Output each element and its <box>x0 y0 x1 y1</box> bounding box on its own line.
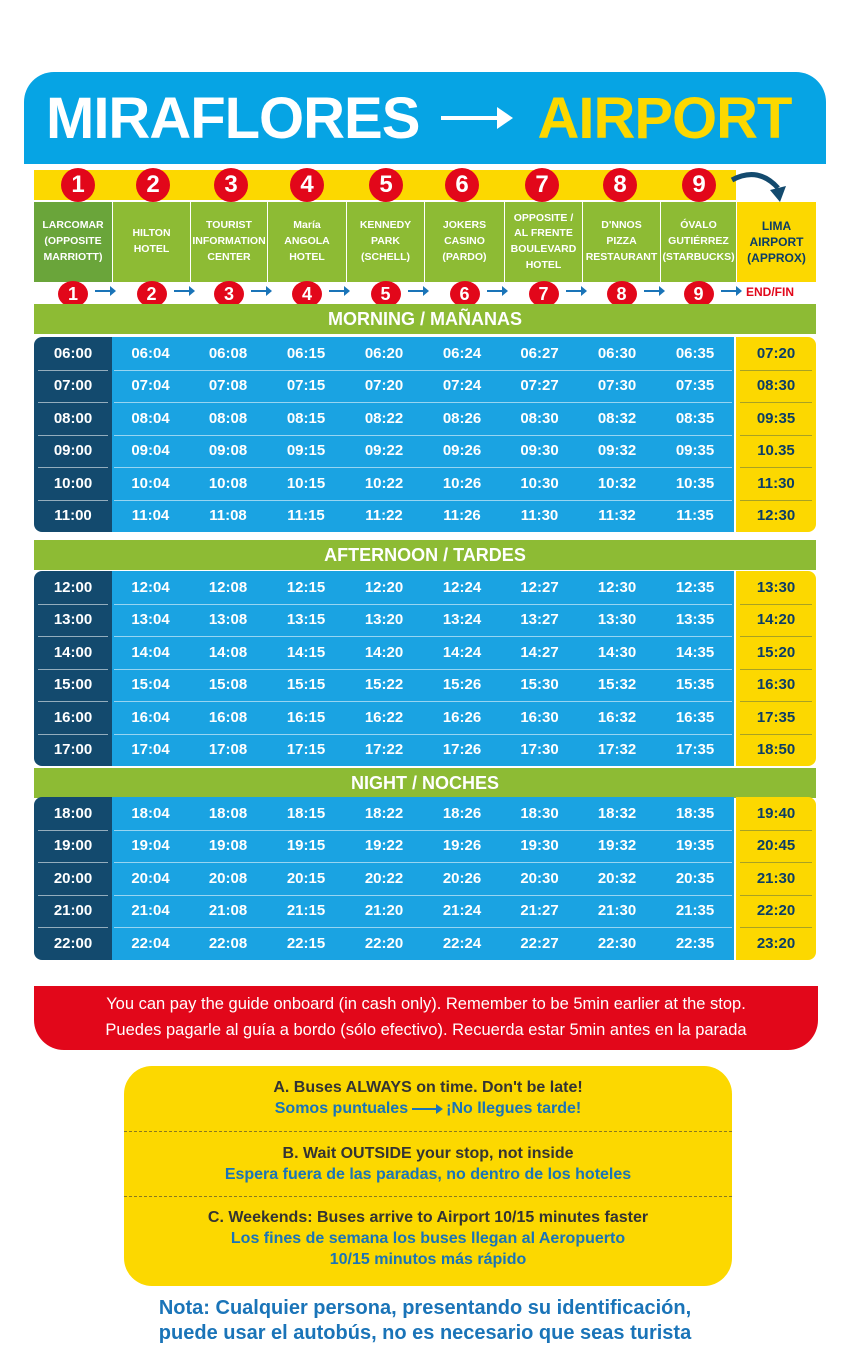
stop-time: 06:08 <box>208 344 248 362</box>
stop-time: 07:15 <box>286 377 326 395</box>
stop-time: 17:35 <box>675 741 715 759</box>
stop-time: 06:15 <box>286 344 326 362</box>
end-label: END/FIN <box>746 285 794 299</box>
stop-time: 15:15 <box>286 676 326 694</box>
stop-time: 16:35 <box>675 708 715 726</box>
stop-6-number: 6 <box>445 168 479 202</box>
rule-a-es-right: ¡No llegues tarde! <box>446 1099 582 1117</box>
stop-time: 09:08 <box>208 442 248 460</box>
stop-time: 10:30 <box>520 474 559 492</box>
stop-time: 13:30 <box>597 611 637 629</box>
airport-arrival-time: 16:30 <box>756 676 796 694</box>
airport-arrival-time: 10.35 <box>757 442 795 460</box>
right-arrow-icon <box>408 290 426 292</box>
departure-time: 14:00 <box>53 643 93 661</box>
stop-time: 08:15 <box>286 409 326 427</box>
stop-time: 15:32 <box>597 676 637 694</box>
stop-3-name: TOURIST INFORMATION CENTER <box>191 202 267 282</box>
footnote-line2: puede usar el autobús, no es necesario que seas turista <box>158 1322 692 1344</box>
stop-time: 22:04 <box>131 934 170 952</box>
destination-column: LIMA AIRPORT (APPROX) <box>737 202 816 282</box>
stop-time: 14:08 <box>208 643 248 661</box>
stop-time: 15:35 <box>675 676 715 694</box>
airport-arrival-time: 14:20 <box>756 611 796 629</box>
table-row <box>34 927 816 960</box>
departure-time: 18:00 <box>53 804 93 822</box>
stop-time: 06:27 <box>520 344 559 362</box>
stop-time: 17:08 <box>208 741 248 759</box>
departure-time: 13:00 <box>53 611 93 629</box>
stop-time: 10:32 <box>597 474 637 492</box>
stop-time: 18:04 <box>131 804 170 822</box>
timetable-block <box>34 337 816 532</box>
stop-time: 19:08 <box>208 837 248 855</box>
stop-time: 18:32 <box>597 804 637 822</box>
stop-time: 10:04 <box>131 474 170 492</box>
stop-1-sequence-number: 1 <box>58 281 88 307</box>
airport-arrival-time: 21:30 <box>756 869 796 887</box>
departure-time: 20:00 <box>53 869 93 887</box>
stop-5-number: 5 <box>369 168 403 202</box>
rule-c-es-line1: Los fines de semana los buses llegan al Aeropuerto <box>230 1229 626 1247</box>
stop-time: 13:24 <box>442 611 482 629</box>
table-row <box>34 500 816 533</box>
rule-b <box>124 1144 732 1186</box>
right-arrow-icon <box>441 116 507 120</box>
stop-time: 15:08 <box>208 676 248 694</box>
stop-time: 11:08 <box>209 507 247 525</box>
table-row <box>34 337 816 370</box>
stop-time: 11:26 <box>443 507 481 525</box>
stop-time: 13:20 <box>364 611 404 629</box>
airport-arrival-time: 09:35 <box>756 409 796 427</box>
stop-time: 07:08 <box>208 377 248 395</box>
stop-time: 11:30 <box>520 507 559 525</box>
rule-a-es-left: Somos puntuales <box>274 1099 409 1117</box>
stop-time: 21:08 <box>208 902 248 920</box>
airport-arrival-time: 18:50 <box>756 741 796 759</box>
right-arrow-icon <box>566 290 584 292</box>
stop-time: 07:24 <box>442 377 482 395</box>
stop-5-sequence-number: 5 <box>371 281 401 307</box>
footnote-line1: Nota: Cualquier persona, presentando su identificación, <box>158 1297 692 1319</box>
footnote <box>0 1296 850 1346</box>
stop-time: 16:15 <box>286 708 326 726</box>
stop-time: 13:27 <box>520 611 559 629</box>
stop-time: 10:15 <box>286 474 326 492</box>
stop-time: 20:15 <box>286 869 326 887</box>
departure-time: 12:00 <box>53 578 93 596</box>
departure-time: 16:00 <box>53 708 93 726</box>
table-row <box>34 571 816 604</box>
stop-time: 10:08 <box>208 474 248 492</box>
airport-arrival-time: 07:20 <box>756 344 796 362</box>
stop-time: 16:22 <box>364 708 404 726</box>
payment-note-es: Puedes pagarle al guía a bordo (sólo efectivo). Recuerda estar 5min antes en la parada <box>105 1021 747 1039</box>
stop-time: 09:22 <box>364 442 404 460</box>
departure-time: 21:00 <box>53 902 93 920</box>
stop-time: 08:35 <box>675 409 715 427</box>
stop-time: 22:20 <box>364 934 404 952</box>
destination-title: AIRPORT <box>537 85 792 151</box>
rule-b-es: Espera fuera de las paradas, no dentro de los hoteles <box>224 1165 632 1183</box>
stop-time: 12:08 <box>208 578 248 596</box>
timetable-block <box>34 571 816 766</box>
stop-time: 16:26 <box>442 708 482 726</box>
stop-6-name: JOKERS CASINO (PARDO) <box>425 202 504 282</box>
stop-time: 17:32 <box>597 741 637 759</box>
stop-time: 18:15 <box>286 804 326 822</box>
stop-time: 22:30 <box>597 934 637 952</box>
right-arrow-icon <box>644 290 662 292</box>
departure-time: 19:00 <box>53 837 93 855</box>
stop-time: 07:27 <box>520 377 559 395</box>
stop-time: 13:15 <box>286 611 326 629</box>
stop-time: 19:30 <box>520 837 559 855</box>
stop-7-name: OPPOSITE / AL FRENTE BOULEVARD HOTEL <box>505 202 582 282</box>
stop-9-name: ÓVALO GUTIÉRREZ (STARBUCKS) <box>661 202 736 282</box>
stop-time: 11:04 <box>131 507 170 525</box>
stop-time: 19:04 <box>131 837 170 855</box>
airport-arrival-time: 08:30 <box>756 377 796 395</box>
stop-sequence-row <box>34 282 816 304</box>
stop-time: 18:30 <box>520 804 559 822</box>
stop-time: 21:35 <box>675 902 715 920</box>
airport-arrival-time: 17:35 <box>756 708 796 726</box>
stop-4-sequence-number: 4 <box>292 281 322 307</box>
stop-time: 10:26 <box>442 474 482 492</box>
stop-6-sequence-number: 6 <box>450 281 480 307</box>
stop-time: 20:22 <box>364 869 404 887</box>
stop-8-name: D'NNOS PIZZA RESTAURANT <box>583 202 660 282</box>
stop-time: 20:04 <box>131 869 170 887</box>
stop-8-sequence-number: 8 <box>607 281 637 307</box>
stop-time: 22:27 <box>520 934 559 952</box>
stop-time: 21:04 <box>131 902 170 920</box>
section-header: MORNING / MAÑANAS <box>34 304 816 334</box>
rule-b-en: B. Wait OUTSIDE your stop, not inside <box>282 1145 574 1162</box>
section-header: NIGHT / NOCHES <box>34 768 816 798</box>
stop-time: 06:04 <box>131 344 170 362</box>
stop-time: 13:04 <box>131 611 170 629</box>
stop-7-sequence-number: 7 <box>529 281 559 307</box>
rule-a-en: A. Buses ALWAYS on time. Don't be late! <box>273 1079 583 1096</box>
departure-time: 10:00 <box>53 474 93 492</box>
stop-time: 12:30 <box>597 578 637 596</box>
departure-time: 07:00 <box>53 377 93 395</box>
stop-time: 17:22 <box>364 741 404 759</box>
stop-4-name: María ANGOLA HOTEL <box>268 202 346 282</box>
stop-time: 18:35 <box>675 804 715 822</box>
airport-arrival-time: 11:30 <box>757 474 795 492</box>
rule-c <box>124 1208 732 1270</box>
stop-time: 20:35 <box>675 869 715 887</box>
section-header: AFTERNOON / TARDES <box>34 540 816 570</box>
stop-time: 15:30 <box>520 676 559 694</box>
stop-1-name: LARCOMAR (OPPOSITE MARRIOTT) <box>34 202 112 282</box>
right-arrow-icon <box>174 290 192 292</box>
stop-time: 16:30 <box>520 708 559 726</box>
title-banner <box>24 72 826 164</box>
stop-time: 12:24 <box>442 578 482 596</box>
stop-time: 16:32 <box>597 708 637 726</box>
stop-time: 21:30 <box>597 902 637 920</box>
airport-arrival-time: 13:30 <box>756 578 796 596</box>
table-row <box>34 604 816 637</box>
airport-arrival-time: 23:20 <box>756 934 796 952</box>
table-row <box>34 402 816 435</box>
stop-time: 08:22 <box>364 409 404 427</box>
departure-time: 09:00 <box>53 442 93 460</box>
stop-time: 08:32 <box>597 409 637 427</box>
stop-time: 14:24 <box>442 643 482 661</box>
stop-time: 06:35 <box>675 344 715 362</box>
stop-time: 22:15 <box>286 934 326 952</box>
stop-time: 21:20 <box>364 902 404 920</box>
rule-c-en: C. Weekends: Buses arrive to Airport 10/15 minutes faster <box>207 1209 649 1226</box>
stop-time: 11:22 <box>365 507 403 525</box>
right-arrow-icon <box>95 290 113 292</box>
table-row <box>34 435 816 468</box>
stop-time: 21:24 <box>442 902 482 920</box>
table-row <box>34 467 816 500</box>
rule-a <box>124 1078 732 1120</box>
stop-2-name: HILTON HOTEL <box>113 202 190 282</box>
table-row <box>34 830 816 863</box>
rule-c-es-line2: 10/15 minutos más rápido <box>329 1250 527 1268</box>
stop-time: 08:08 <box>208 409 248 427</box>
stop-time: 10:35 <box>675 474 715 492</box>
origin-title: MIRAFLORES <box>46 85 420 151</box>
stop-time: 12:15 <box>286 578 326 596</box>
stop-time: 06:24 <box>442 344 482 362</box>
curved-arrow-icon <box>728 166 792 206</box>
stop-time: 20:08 <box>208 869 248 887</box>
stop-1-number: 1 <box>61 168 95 202</box>
departure-time: 17:00 <box>53 741 93 759</box>
payment-note <box>34 986 818 1050</box>
table-row <box>34 701 816 734</box>
stop-time: 19:15 <box>286 837 326 855</box>
stop-time: 18:08 <box>208 804 248 822</box>
stop-time: 12:04 <box>131 578 170 596</box>
divider <box>124 1131 732 1132</box>
stop-time: 06:20 <box>364 344 404 362</box>
airport-arrival-time: 12:30 <box>756 507 796 525</box>
stop-9-sequence-number: 9 <box>684 281 714 307</box>
stop-time: 17:15 <box>286 741 326 759</box>
stop-time: 16:04 <box>131 708 170 726</box>
stop-time: 14:27 <box>520 643 559 661</box>
stop-time: 19:22 <box>364 837 404 855</box>
stop-time: 12:35 <box>675 578 715 596</box>
stop-time: 08:26 <box>442 409 482 427</box>
table-row <box>34 862 816 895</box>
airport-arrival-time: 20:45 <box>756 837 796 855</box>
stop-4-number: 4 <box>290 168 324 202</box>
stop-7-number: 7 <box>525 168 559 202</box>
right-arrow-icon <box>721 290 739 292</box>
table-row <box>34 797 816 830</box>
payment-note-en: You can pay the guide onboard (in cash only). Remember to be 5min earlier at the stop. <box>106 995 746 1014</box>
table-row <box>34 370 816 403</box>
stop-time: 22:08 <box>208 934 248 952</box>
divider <box>124 1196 732 1197</box>
stop-time: 17:04 <box>131 741 170 759</box>
stop-time: 20:26 <box>442 869 482 887</box>
stop-3-sequence-number: 3 <box>214 281 244 307</box>
stop-time: 19:35 <box>675 837 715 855</box>
stop-time: 11:15 <box>287 507 325 525</box>
airport-arrival-time: 19:40 <box>756 804 796 822</box>
stop-time: 09:32 <box>597 442 637 460</box>
stop-time: 07:04 <box>131 377 170 395</box>
stop-time: 08:04 <box>131 409 170 427</box>
stop-time: 15:22 <box>364 676 404 694</box>
table-row <box>34 734 816 767</box>
table-row <box>34 669 816 702</box>
table-row <box>34 636 816 669</box>
stop-time: 07:35 <box>675 377 715 395</box>
stop-time: 09:35 <box>675 442 715 460</box>
stop-time: 09:04 <box>131 442 170 460</box>
stop-time: 08:30 <box>520 409 559 427</box>
departure-time: 08:00 <box>53 409 93 427</box>
stop-time: 13:08 <box>208 611 248 629</box>
stop-3-number: 3 <box>214 168 248 202</box>
stop-time: 15:04 <box>131 676 170 694</box>
airport-arrival-time: 22:20 <box>756 902 796 920</box>
stop-time: 21:15 <box>286 902 326 920</box>
right-arrow-icon <box>251 290 269 292</box>
stop-time: 15:26 <box>442 676 482 694</box>
stop-time: 09:15 <box>286 442 326 460</box>
stop-time: 17:26 <box>442 741 482 759</box>
stop-time: 09:30 <box>520 442 559 460</box>
stop-8-number: 8 <box>603 168 637 202</box>
stop-time: 20:32 <box>597 869 637 887</box>
stop-time: 20:30 <box>520 869 559 887</box>
stop-time: 14:20 <box>364 643 404 661</box>
stop-time: 10:22 <box>364 474 404 492</box>
stop-time: 07:20 <box>364 377 404 395</box>
stop-time: 09:26 <box>442 442 482 460</box>
departure-time: 06:00 <box>53 344 93 362</box>
stop-time: 21:27 <box>520 902 559 920</box>
rules-box <box>124 1066 732 1286</box>
stop-time: 14:35 <box>675 643 715 661</box>
stop-time: 14:15 <box>286 643 326 661</box>
stop-time: 06:30 <box>597 344 637 362</box>
stop-time: 16:08 <box>208 708 248 726</box>
stop-time: 22:24 <box>442 934 482 952</box>
departure-time: 11:00 <box>54 507 92 525</box>
stop-time: 19:26 <box>442 837 482 855</box>
stop-time: 12:20 <box>364 578 404 596</box>
airport-arrival-time: 15:20 <box>756 643 796 661</box>
stop-2-number: 2 <box>136 168 170 202</box>
stop-time: 22:35 <box>675 934 715 952</box>
stop-time: 17:30 <box>520 741 559 759</box>
stop-time: 11:35 <box>676 507 714 525</box>
stop-5-name: KENNEDY PARK (SCHELL) <box>347 202 424 282</box>
right-arrow-icon <box>412 1108 438 1110</box>
stop-time: 19:32 <box>597 837 637 855</box>
stop-time: 07:30 <box>597 377 637 395</box>
right-arrow-icon <box>329 290 347 292</box>
table-row <box>34 895 816 928</box>
departure-time: 15:00 <box>53 676 93 694</box>
stop-9-number: 9 <box>682 168 716 202</box>
stop-time: 12:27 <box>520 578 559 596</box>
stop-time: 14:30 <box>597 643 637 661</box>
stop-time: 11:32 <box>598 507 636 525</box>
departure-time: 22:00 <box>53 934 93 952</box>
stop-time: 18:26 <box>442 804 482 822</box>
timetable-block <box>34 797 816 960</box>
rule-a-es <box>124 1099 732 1120</box>
right-arrow-icon <box>487 290 505 292</box>
stop-2-sequence-number: 2 <box>137 281 167 307</box>
stop-time: 14:04 <box>131 643 170 661</box>
stop-time: 13:35 <box>675 611 715 629</box>
stop-time: 18:22 <box>364 804 404 822</box>
